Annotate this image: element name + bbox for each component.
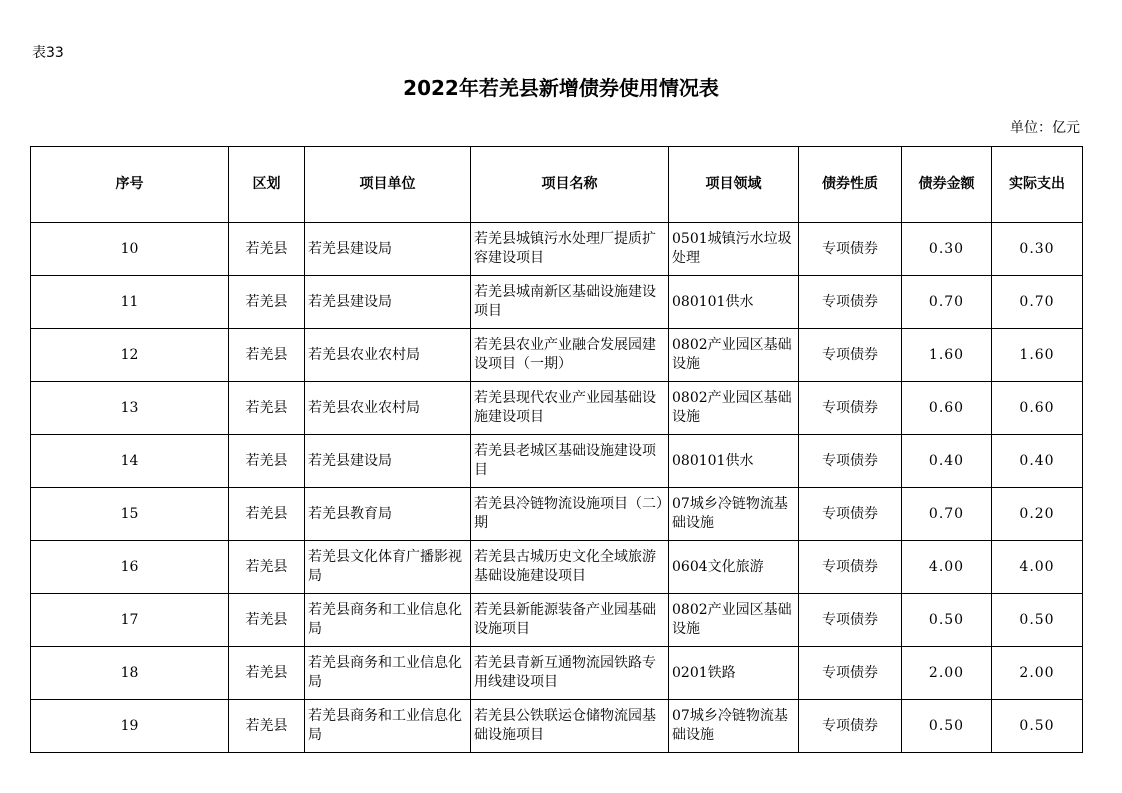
table-row: [31, 435, 1083, 488]
cell-project-unit: 若羌县商务和工业信息化局: [305, 700, 471, 753]
cell-project-unit: 若羌县教育局: [305, 488, 471, 541]
cell-district: 若羌县: [229, 276, 305, 329]
cell-project-field: 0501城镇污水垃圾处理: [669, 223, 799, 276]
cell-project-unit: 若羌县农业农村局: [305, 382, 471, 435]
cell-index: 12: [31, 329, 229, 382]
cell-actual-spending: 1.60: [992, 329, 1083, 382]
cell-bond-type: 专项债券: [799, 223, 902, 276]
cell-project-unit: 若羌县建设局: [305, 276, 471, 329]
cell-index: 15: [31, 488, 229, 541]
cell-project-name: 若羌县城南新区基础设施建设项目: [471, 276, 669, 329]
header-bond-type: 债券性质: [799, 147, 902, 223]
cell-project-unit: 若羌县文化体育广播影视局: [305, 541, 471, 594]
cell-district: 若羌县: [229, 594, 305, 647]
cell-project-name: 若羌县新能源装备产业园基础设施项目: [471, 594, 669, 647]
cell-project-field: 07城乡冷链物流基础设施: [669, 488, 799, 541]
cell-bond-amount: 0.70: [902, 488, 992, 541]
cell-project-name: 若羌县现代农业产业园基础设施建设项目: [471, 382, 669, 435]
cell-actual-spending: 0.30: [992, 223, 1083, 276]
cell-actual-spending: 0.50: [992, 700, 1083, 753]
cell-bond-amount: 0.50: [902, 594, 992, 647]
cell-bond-amount: 4.00: [902, 541, 992, 594]
header-actual-spending: 实际支出: [992, 147, 1083, 223]
header-project-name: 项目名称: [471, 147, 669, 223]
cell-project-name: 若羌县冷链物流设施项目（二）期: [471, 488, 669, 541]
cell-actual-spending: 4.00: [992, 541, 1083, 594]
unit-label: 单位：亿元: [1010, 120, 1080, 136]
cell-bond-type: 专项债券: [799, 700, 902, 753]
cell-bond-type: 专项债券: [799, 541, 902, 594]
cell-project-name: 若羌县公铁联运仓储物流园基础设施项目: [471, 700, 669, 753]
table-row: [31, 541, 1083, 594]
cell-index: 14: [31, 435, 229, 488]
cell-index: 11: [31, 276, 229, 329]
table-row: [31, 276, 1083, 329]
table-row: [31, 700, 1083, 753]
cell-project-unit: 若羌县建设局: [305, 223, 471, 276]
cell-district: 若羌县: [229, 329, 305, 382]
cell-project-unit: 若羌县建设局: [305, 435, 471, 488]
cell-project-name: 若羌县古城历史文化全域旅游基础设施建设项目: [471, 541, 669, 594]
cell-index: 17: [31, 594, 229, 647]
cell-bond-type: 专项债券: [799, 276, 902, 329]
bond-usage-table: [30, 146, 1083, 753]
cell-actual-spending: 2.00: [992, 647, 1083, 700]
cell-project-name: 若羌县农业产业融合发展园建设项目（一期）: [471, 329, 669, 382]
header-district: 区划: [229, 147, 305, 223]
cell-project-unit: 若羌县商务和工业信息化局: [305, 594, 471, 647]
cell-bond-amount: 1.60: [902, 329, 992, 382]
cell-bond-type: 专项债券: [799, 329, 902, 382]
cell-district: 若羌县: [229, 541, 305, 594]
cell-bond-amount: 0.60: [902, 382, 992, 435]
cell-index: 13: [31, 382, 229, 435]
table-row: [31, 329, 1083, 382]
cell-actual-spending: 0.40: [992, 435, 1083, 488]
table-row: [31, 647, 1083, 700]
header-project-unit: 项目单位: [305, 147, 471, 223]
cell-bond-amount: 0.30: [902, 223, 992, 276]
cell-project-unit: 若羌县农业农村局: [305, 329, 471, 382]
cell-district: 若羌县: [229, 223, 305, 276]
cell-bond-amount: 2.00: [902, 647, 992, 700]
cell-project-field: 080101供水: [669, 276, 799, 329]
cell-project-name: 若羌县老城区基础设施建设项目: [471, 435, 669, 488]
cell-bond-amount: 0.40: [902, 435, 992, 488]
cell-district: 若羌县: [229, 488, 305, 541]
cell-actual-spending: 0.20: [992, 488, 1083, 541]
cell-bond-type: 专项债券: [799, 382, 902, 435]
cell-project-field: 07城乡冷链物流基础设施: [669, 700, 799, 753]
cell-project-unit: 若羌县商务和工业信息化局: [305, 647, 471, 700]
cell-actual-spending: 0.60: [992, 382, 1083, 435]
cell-district: 若羌县: [229, 382, 305, 435]
cell-project-field: 0201铁路: [669, 647, 799, 700]
cell-project-field: 0802产业园区基础设施: [669, 382, 799, 435]
cell-bond-amount: 0.50: [902, 700, 992, 753]
cell-project-field: 0802产业园区基础设施: [669, 329, 799, 382]
cell-index: 19: [31, 700, 229, 753]
cell-project-field: 0802产业园区基础设施: [669, 594, 799, 647]
cell-district: 若羌县: [229, 700, 305, 753]
header-project-field: 项目领域: [669, 147, 799, 223]
cell-project-name: 若羌县青新互通物流园铁路专用线建设项目: [471, 647, 669, 700]
table-row: [31, 223, 1083, 276]
header-bond-amount: 债券金额: [902, 147, 992, 223]
cell-index: 16: [31, 541, 229, 594]
cell-district: 若羌县: [229, 435, 305, 488]
cell-project-name: 若羌县城镇污水处理厂提质扩容建设项目: [471, 223, 669, 276]
cell-index: 18: [31, 647, 229, 700]
cell-district: 若羌县: [229, 647, 305, 700]
cell-index: 10: [31, 223, 229, 276]
cell-project-field: 080101供水: [669, 435, 799, 488]
table-header-row: [31, 147, 1083, 223]
cell-bond-type: 专项债券: [799, 647, 902, 700]
cell-bond-amount: 0.70: [902, 276, 992, 329]
table-row: [31, 382, 1083, 435]
cell-bond-type: 专项债券: [799, 594, 902, 647]
cell-actual-spending: 0.70: [992, 276, 1083, 329]
cell-bond-type: 专项债券: [799, 488, 902, 541]
cell-actual-spending: 0.50: [992, 594, 1083, 647]
table-row: [31, 488, 1083, 541]
header-index: 序号: [31, 147, 229, 223]
cell-project-field: 0604文化旅游: [669, 541, 799, 594]
table-row: [31, 594, 1083, 647]
table-number-label: 表33: [32, 45, 64, 61]
cell-bond-type: 专项债券: [799, 435, 902, 488]
page-title: 2022年若羌县新增债券使用情况表: [403, 76, 719, 100]
